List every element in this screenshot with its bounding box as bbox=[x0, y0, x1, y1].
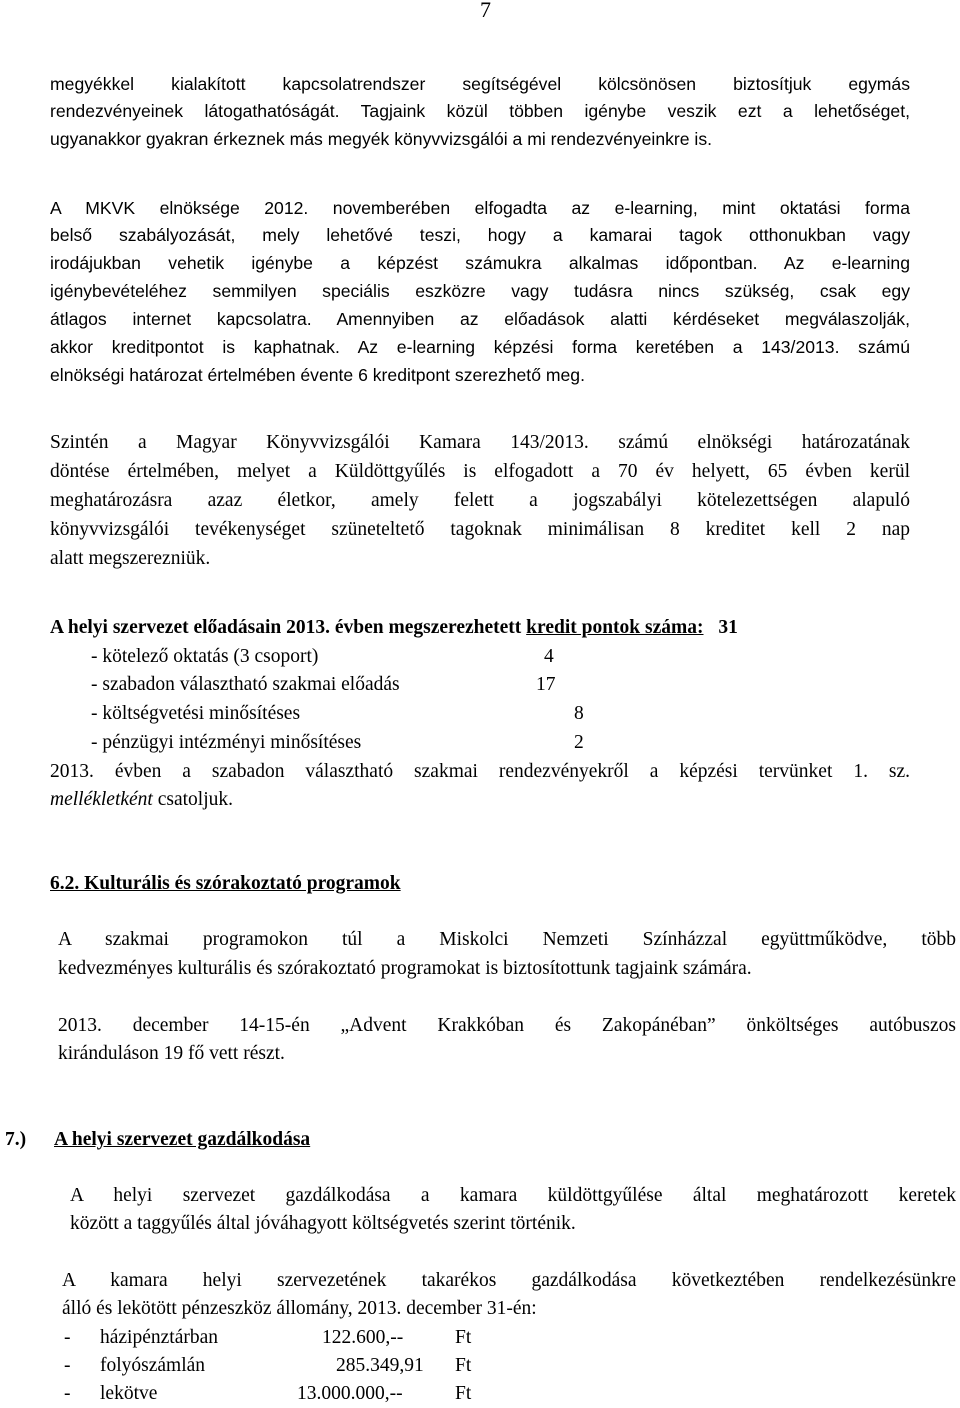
asset-amount: 13.000.000,-- bbox=[297, 1383, 403, 1404]
paragraph-line: alatt megszerezniük. bbox=[50, 548, 211, 569]
paragraph-line: elnökségi határozat értelmében évente 6 kreditpont szerezhető meg. bbox=[50, 365, 585, 385]
paragraph-line: megyékkel kialakított kapcsolatrendszer segítségével kölcsönösen biztosítjuk egymás bbox=[50, 74, 910, 94]
paragraph-line: ugyanakkor gyakran érkeznek más megyék könyvvizsgálói a mi rendezvényeinkre is. bbox=[50, 129, 713, 149]
paragraph-line: átlagos internet kapcsolatra. Amennyiben az előadások alatti kérdéseket megválaszolják, bbox=[50, 309, 910, 329]
paragraph-line: 2013. december 14-15-én „Advent Krakkóban és Zakopánéban” önköltséges autóbuszos bbox=[58, 1015, 956, 1036]
page-number: 7 bbox=[480, 0, 491, 22]
paragraph-line: könyvvizsgálói tevékenységet szüneteltető tagoknak minimálisan 8 kreditet kell 2 nap bbox=[50, 519, 910, 540]
paragraph-line: Szintén a Magyar Könyvvizsgálói Kamara 143/2013. számú elnökségi határozatának bbox=[50, 432, 910, 453]
credits-note-line: 2013. évben a szabadon választható szakmai rendezvényekről a képzési tervünket 1. sz. bbox=[50, 761, 910, 782]
asset-label: folyószámlán bbox=[100, 1355, 206, 1376]
section-heading: 6.2. Kulturális és szórakoztató programok bbox=[50, 873, 401, 894]
asset-unit: Ft bbox=[455, 1383, 472, 1404]
credit-item-value: 4 bbox=[544, 646, 554, 667]
credits-heading bbox=[50, 616, 738, 640]
credits-heading-part2: kredit pontok száma: bbox=[526, 617, 704, 638]
paragraph-line: között a taggyűlés által jóváhagyott költségvetés szerint történik. bbox=[70, 1213, 576, 1234]
paragraph-line: álló és lekötött pénzeszköz állomány, 2013. december 31-én: bbox=[62, 1298, 537, 1319]
paragraph-line: A szakmai programokon túl a Miskolci Nemzeti Színházzal együttműködve, több bbox=[58, 929, 956, 950]
credits-heading-part1: A helyi szervezet előadásain 2013. évben megszerezhetett bbox=[50, 617, 522, 638]
credit-item-value: 17 bbox=[536, 674, 556, 695]
paragraph-line: akkor kreditpontot is kaphatnak. Az e-learning képzési forma keretében a 143/2013. számú bbox=[50, 337, 910, 357]
paragraph-line: meghatározásra azaz életkor, amely felett a jogszabályi kötelezettségen alapuló bbox=[50, 490, 910, 511]
paragraph-line: irodájukban vehetik igénybe a képzést számukra alkalmas időpontban. Az e-learning bbox=[50, 253, 910, 273]
attachment-word: mellékletként bbox=[50, 789, 153, 810]
paragraph-line: kiránduláson 19 fő vett részt. bbox=[58, 1043, 285, 1064]
asset-unit: Ft bbox=[455, 1355, 472, 1376]
paragraph-line: rendezvényeinek látogathatóságát. Tagjaink közül többen igénybe veszik ezt a lehetőséget, bbox=[50, 101, 910, 121]
asset-label: lekötve bbox=[100, 1383, 158, 1404]
paragraph-line: A MKVK elnöksége 2012. novemberében elfogadta az e-learning, mint oktatási forma bbox=[50, 198, 910, 218]
credits-note-line bbox=[50, 788, 233, 812]
credit-item-value: 8 bbox=[574, 703, 584, 724]
paragraph-line: igénybevételéhez semmilyen speciális eszközre vagy tudásra nincs szükség, csak egy bbox=[50, 281, 910, 301]
asset-amount: 285.349,91 bbox=[336, 1355, 424, 1376]
paragraph-line: A helyi szervezet gazdálkodása a kamara küldöttgyűlése által meghatározott keretek bbox=[70, 1185, 956, 1206]
asset-dash: - bbox=[64, 1383, 71, 1404]
asset-dash: - bbox=[64, 1327, 71, 1348]
credit-item-value: 2 bbox=[574, 732, 584, 753]
credit-item-label: - pénzügyi intézményi minősítéses bbox=[91, 732, 362, 753]
credits-total: 31 bbox=[718, 617, 738, 638]
asset-amount: 122.600,-- bbox=[322, 1327, 404, 1348]
asset-unit: Ft bbox=[455, 1327, 472, 1348]
asset-dash: - bbox=[64, 1355, 71, 1376]
paragraph-line: döntése értelmében, melyet a Küldöttgyűlés is elfogadott a 70 év helyett, 65 évben kerül bbox=[50, 461, 910, 482]
credits-note-rest: csatoljuk. bbox=[152, 789, 234, 810]
paragraph-line: belső szabályozását, mely lehetővé teszi, hogy a kamarai tagok otthonukban vagy bbox=[50, 225, 910, 245]
section-number: 7.) bbox=[5, 1129, 27, 1150]
credit-item-label: - költségvetési minősítéses bbox=[91, 703, 301, 724]
paragraph-line: A kamara helyi szervezetének takarékos gazdálkodása következtében rendelkezésünkre bbox=[62, 1270, 956, 1291]
section-heading: A helyi szervezet gazdálkodása bbox=[54, 1129, 311, 1150]
credit-item-label: - szabadon választható szakmai előadás bbox=[91, 674, 400, 695]
paragraph-line: kedvezményes kulturális és szórakoztató programokat is biztosítottunk tagjaink számára. bbox=[58, 958, 752, 979]
asset-label: házipénztárban bbox=[100, 1327, 219, 1348]
credit-item-label: - kötelező oktatás (3 csoport) bbox=[91, 646, 319, 667]
